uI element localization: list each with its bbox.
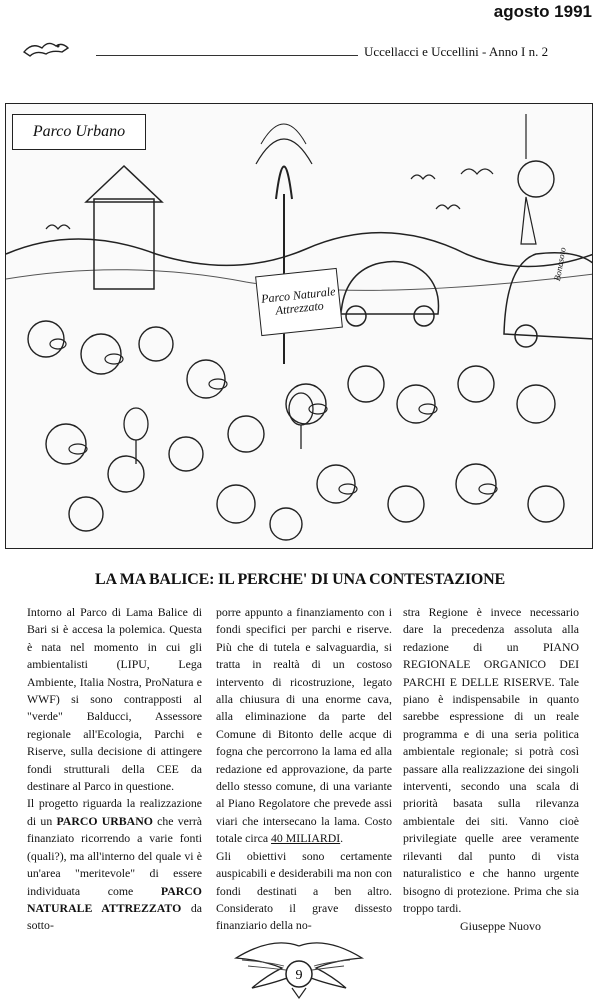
col1-paragraph-1: Intorno al Parco di Lama Balice di Bari si è accesa la polemica. Questa è nata nel momento in cui gli ambientalisti (LIPU, Lega Ambiente, Italia Nostra, ProNatura e WWF) si sono contrapposti al "verde" Balducci, Assessore regionale all'Ecologia, Parchi e Riserve, sulla decisione di attingere fondi strutturali della CEE da destinare al Parco in questione. xyxy=(27,605,202,794)
col2-paragraph-2: Gli obiettivi sono certamente auspicabili e desiderabili ma non con fondi destinati a ben altro. Considerato il grave dissesto finanziario della no- xyxy=(216,848,392,933)
bird-logo-icon xyxy=(22,38,70,60)
parco-naturale-emph: PARCO NATURALE ATTREZZATO xyxy=(27,883,202,915)
col3-paragraph-1: stra Regione è invece necessario dare la precedenza assoluta alla redazione di un PIANO REGIONALE ORGANICO DEI PARCHI E DELLE RISERVE. Tale piano è indispensabile in quanto sarebbe espressione di un reale programma e di una seria politica ambientale regionale; si potrà così passare alla realizzazione dei singoli interventi, secondo una scala di priorità basata sulla rilevanza ambientale dei siti. Vanno cioè privilegiate quelle aree veramente rilevanti dal punto di vista naturalistico e che hanno urgente bisogno di protezione. Prima che sia troppo tardi. xyxy=(403,605,579,915)
parco-urbano-emph: PARCO URBANO xyxy=(56,813,153,828)
col2-text: porre appunto a finanziamento con i fondi specifici per parchi e riserve. Più che di tutela e salvaguardia, si tratta in realtà di un costoso intervento di ricostruzione, legato alla chiusura di una enorme cava, alla eliminazione da parte del Comune di Bitonto delle acque di fogna che percorrono la lama ed alla redazione ed approvazione, da parte dello stesso comune, di una variante al Piano Regolatore che prevede assi viari che intersecano la lama. Costo totale circa xyxy=(216,605,392,846)
parco-urbano-sign: Parco Urbano xyxy=(12,114,146,150)
col2-text: . xyxy=(340,831,344,846)
article-author: Giuseppe Nuovo xyxy=(460,919,541,933)
cost-figure: 40 MILIARDI xyxy=(271,831,341,846)
magazine-title: Uccellacci e Uccellini - Anno I n. 2 xyxy=(364,44,549,59)
col1-text: da sotto- xyxy=(27,900,203,933)
col1-text: Il progetto riguarda la realizzazione di un xyxy=(27,796,202,828)
article-headline: LA MA BALICE: IL PERCHE' DI UNA CONTESTAZIONE xyxy=(95,571,505,588)
col1-text: che verrà finanziato ricorrendo a varie fonti (quali?), ma all'interno del quale vi è un'area "meritevole" di essere individuata come xyxy=(27,813,202,898)
col1-paragraph-2 xyxy=(27,795,202,934)
issue-date: agosto 1991 xyxy=(493,2,592,21)
cartoon-illustration xyxy=(5,103,593,549)
header-rule xyxy=(96,55,358,56)
col2-paragraph-1 xyxy=(216,604,392,848)
article-column-3 xyxy=(403,604,579,917)
parco-naturale-sign: Parco Naturale Attrezzato xyxy=(255,268,343,336)
article-column-2 xyxy=(216,604,392,935)
page-number: 9 xyxy=(295,968,303,983)
artist-signature: Bonasoto xyxy=(552,246,568,282)
article-column-1 xyxy=(27,604,202,935)
winged-emblem-icon xyxy=(232,936,366,1000)
